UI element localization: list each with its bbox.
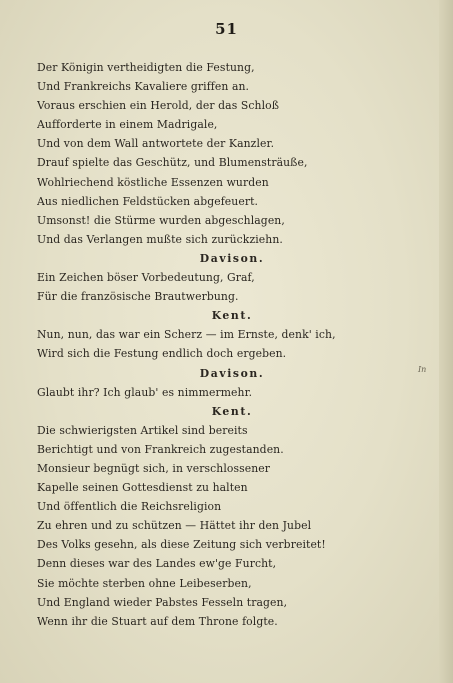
verse-line: Berichtigt und von Frankreich zugestanden. (37, 442, 284, 456)
page-number: 51 (215, 20, 238, 38)
verse-line: Der Königin vertheidigten die Festung, (37, 61, 255, 74)
speaker-name: Kent. (211, 404, 253, 418)
verse-line: Umsonst! die Stürme wurden abgeschlagen, (37, 213, 285, 227)
verse-line: Und England wieder Pabstes Fesseln tragen, (37, 595, 288, 609)
verse-line: Wenn ihr die Stuart auf dem Throne folgte. (37, 614, 278, 628)
verse-line: Monsieur begnügt sich, in verschlossener (37, 461, 271, 475)
page-edge (439, 0, 453, 683)
verse-line: Aus niedlichen Feldstücken abgefeuert. (37, 194, 259, 208)
verse-line: Wird sich die Festung endlich doch ergeben. (37, 347, 287, 361)
verse-line: Zu ehren und zu schützen — Hättet ihr den Jubel (37, 519, 312, 533)
verse-line: Und öffentlich die Reichsreligion (37, 500, 222, 514)
verse-line: Sie möchte sterben ohne Leibeserben, (37, 576, 252, 590)
verse-line: Glaubt ihr? Ich glaub' es nimmermehr. (37, 385, 253, 399)
verse-line: Wohlriechend köstliche Essenzen wurden (37, 175, 269, 189)
verse-line: Des Volks gesehn, als diese Zeitung sich verbreitet! (37, 538, 326, 552)
verse-line: Für die französische Brautwerbung. (37, 290, 239, 304)
verse-line: Und das Verlangen mußte sich zurückziehn. (37, 232, 283, 246)
verse-line: Ein Zeichen böser Vorbedeutung, Graf, (37, 271, 255, 285)
margin-note: In (418, 365, 427, 374)
verse-line: Und von dem Wall antwortete der Kanzler. (37, 137, 275, 151)
speaker-name: Kent. (211, 309, 253, 323)
verse-line: Denn dieses war des Landes ew'ge Furcht, (37, 557, 277, 571)
speaker-name: Davison. (199, 366, 265, 380)
verse-line: Nun, nun, das war ein Scherz — im Ernste, denk' ich, (37, 328, 336, 342)
text-block (37, 58, 417, 631)
verse-line: Kapelle seinen Gottesdienst zu halten (37, 481, 248, 495)
verse-line: Und Frankreichs Kavaliere griffen an. (37, 80, 250, 94)
verse-line: Voraus erschien ein Herold, der das Schloß (37, 99, 280, 113)
verse-line: Aufforderte in einem Madrigale, (37, 118, 218, 132)
verse-line: Drauf spielte das Geschütz, und Blumensträuße, (37, 156, 308, 170)
speaker-name: Davison. (199, 251, 265, 265)
verse-line: Die schwierigsten Artikel sind bereits (37, 423, 248, 437)
